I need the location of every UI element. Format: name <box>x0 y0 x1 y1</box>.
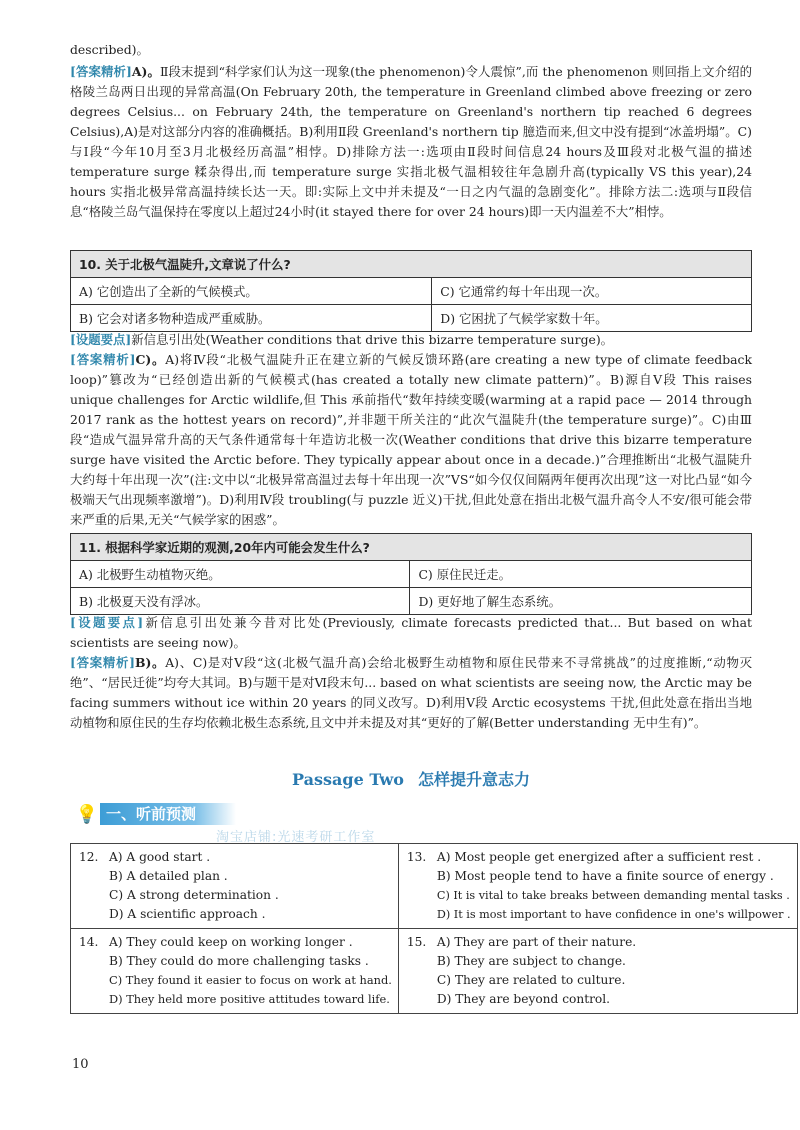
listening-options-table <box>70 843 798 1014</box>
analysis-text: A)、C)是对Ⅴ段“这(北极气温升高)会给北极野生动植物和原住民带来不寻常挑战”的过度推断,“动物灭绝”、“居民迁徙”均夸大其词。B)与题干是对Ⅵ段末句... based on what scientists are seeing now, the Arctic may be facing summers without ice within 20 years 的同义改写。D)利用Ⅴ段 Arctic ecosystems 干扰,但此处意在指出当地动植物和原住民的生存均依赖北极生态系统,且文中并未提及对其“更好的了解(Better understanding 无中生有)”。 <box>70 655 752 730</box>
passage-title-cn: 怎样提升意志力 <box>417 770 530 789</box>
analysis-tag: [答案精析] <box>70 655 135 670</box>
q12-option-d <box>79 905 392 924</box>
q10-point <box>70 330 752 350</box>
q13-option-a <box>407 848 791 867</box>
q15-option-b-text: B) They are subject to change. <box>436 954 626 968</box>
q12-option-c <box>79 886 392 905</box>
q15-option-c <box>407 971 791 990</box>
answer-letter: C)。 <box>135 352 166 367</box>
q11-option-c: C) 原住民迁走。 <box>410 561 752 588</box>
question-10-table <box>70 250 752 332</box>
q14-option-b-text: B) They could do more challenging tasks . <box>109 954 369 968</box>
q10-option-d: D) 它困扰了气候学家数十年。 <box>432 305 752 332</box>
q15-option-b <box>407 952 791 971</box>
question-11-stem: 11. 根据科学家近期的观测,20年内可能会发生什么? <box>71 534 752 561</box>
analysis-tag: [答案精析] <box>70 64 132 79</box>
q15-option-c-text: C) They are related to culture. <box>436 973 626 987</box>
passage-title-en: Passage Two <box>292 770 404 789</box>
q9-analysis <box>70 62 752 222</box>
q10-option-c: C) 它通常约每十年出现一次。 <box>432 278 752 305</box>
q14-option-d-text: D) They held more positive attitudes toward life. <box>109 992 390 1006</box>
q15-option-d <box>407 990 791 1009</box>
point-tag: [设题要点] <box>70 332 132 347</box>
q12-option-b-text: B) A detailed plan . <box>109 869 228 883</box>
q14-option-a <box>79 933 392 952</box>
q13-option-c <box>407 886 791 905</box>
q10-option-b: B) 它会对诸多物种造成严重威胁。 <box>71 305 432 332</box>
analysis-text: Ⅱ段末提到“科学家们认为这一现象(the phenomenon)令人震惊”,而 the phenomenon 则回指上文介绍的格陵兰岛两日出现的异常高温(On February 20th, the temperature in Greenland climbed above freezing or zero degrees Celsius... on February 24th, the temperature on Greenland's northern tip reached 6 degrees Celsius),A)是对这部分内容的准确概括。B)利用Ⅱ段 Greenland's northern tip 臆造而来,但文中没有提到“冰盖坍塌”。C)与Ⅰ段“今年10月至3月北极经历高温”相悖。D)排除方法一:选项由Ⅱ段时间信息24 hours及Ⅲ段对北极气温的描述 temperature surge 糅杂得出,而 temperature surge 实指北极气温相较往年急剧升高(typically VS this year),24 hours 实指北极异常高温持续长达一天。即:实际上文中并未提及“一日之内气温的急剧变化”。排除方法二:选项与Ⅱ段信息“格陵兰岛气温保持在零度以上超过24小时(it stayed there for over 24 hours)即一天内温差不大”相悖。 <box>70 64 752 219</box>
q12-option-d-text: D) A scientific approach . <box>109 907 266 921</box>
q11-option-a: A) 北极野生动植物灭绝。 <box>71 561 410 588</box>
q14-number: 14. <box>79 935 99 949</box>
point-text: 新信息引出处(Weather conditions that drive this bizarre temperature surge)。 <box>131 332 614 347</box>
question-11-table <box>70 533 752 615</box>
q11-option-d: D) 更好地了解生态系统。 <box>410 588 752 615</box>
question-12-cell <box>71 844 399 929</box>
passage-title <box>70 767 752 790</box>
q15-option-a-text: A) They are part of their nature. <box>436 935 637 949</box>
section-label: 一、听前预测 <box>100 803 236 825</box>
q14-option-c-text: C) They found it easier to focus on work at hand. <box>109 973 392 987</box>
answer-letter: B)。 <box>134 655 166 670</box>
q12-option-c-text: C) A strong determination . <box>109 888 279 902</box>
q13-number: 13. <box>406 850 427 864</box>
point-tag: [设题要点] <box>70 615 144 630</box>
q14-option-c <box>79 971 392 990</box>
q15-option-a <box>407 933 791 952</box>
q11-option-b: B) 北极夏天没有浮冰。 <box>71 588 410 615</box>
page-number: 10 <box>72 1057 89 1072</box>
top-line: described)。 <box>70 42 149 57</box>
q12-option-a <box>79 848 392 867</box>
question-13-cell <box>398 844 797 929</box>
q13-option-b-text: B) Most people tend to have a finite source of energy . <box>436 869 774 883</box>
q12-number: 12. <box>79 850 99 864</box>
q13-option-d-text: D) It is most important to have confidence in one's willpower . <box>436 908 791 921</box>
q14-option-d <box>79 990 392 1009</box>
analysis-tag: [答案精析] <box>70 352 136 367</box>
q13-option-d <box>407 905 791 924</box>
q14-option-b <box>79 952 392 971</box>
lightbulb-icon: 💡 <box>75 803 99 825</box>
point-text: 新信息引出处兼今昔对比处(Previously, climate forecasts predicted that... But based on what scientists are seeing now)。 <box>70 615 752 650</box>
analysis-text: A)将Ⅳ段“北极气温陡升正在建立新的气候反馈环路(are creating a new type of climate feedback loop)”篡改为“已经创造出新的气候模式(has created a totally new climate pattern)”。B)源自Ⅴ段 This raises unique challenges for Arctic wildlife,但 This 承前指代“数年持续变暖(warming at a rapid pace — 2014 through 2017 rank as the hottest years on record)”,并非题干所关注的“此次气温陡升(the temperature surge)”。C)由Ⅲ段“造成气温异常升高的天气条件通常每十年造访北极一次(Weather conditions that drive this bizarre temperature surge have visited the Arctic before. They typically appear about once in a decade.)”合理推断出“北极气温陡升大约每十年出现一次”(注:文中以“北极异常高温过去每十年出现一次”VS“如今仅仅间隔两年便再次出现”这一对比凸显“如今极端天气出现频率激增”)。D)利用Ⅳ段 troubling(与 puzzle 近义)干扰,但此处意在指出北极气温升高令人不安/很可能会带来严重的后果,无关“气候学家的困惑”。 <box>70 352 752 527</box>
q10-analysis <box>70 350 752 530</box>
q12-option-b <box>79 867 392 886</box>
q14-option-a-text: A) They could keep on working longer . <box>109 935 353 949</box>
question-14-cell <box>71 929 399 1014</box>
answer-letter: A)。 <box>131 64 160 79</box>
q11-point <box>70 613 752 653</box>
watermark-text: 淘宝店铺:光速考研工作室 <box>216 830 376 845</box>
question-15-cell <box>398 929 797 1014</box>
q13-option-c-text: C) It is vital to take breaks between demanding mental tasks . <box>436 889 790 902</box>
q12-option-a-text: A) A good start . <box>109 850 211 864</box>
q11-analysis <box>70 653 752 733</box>
q13-option-b <box>407 867 791 886</box>
question-10-stem: 10. 关于北极气温陡升,文章说了什么? <box>71 251 752 278</box>
section-header <box>74 801 364 827</box>
q13-option-a-text: A) Most people get energized after a sufficient rest . <box>436 850 762 864</box>
q15-option-d-text: D) They are beyond control. <box>436 992 611 1006</box>
q10-option-a: A) 它创造出了全新的气候模式。 <box>71 278 432 305</box>
q15-number: 15. <box>406 935 427 949</box>
